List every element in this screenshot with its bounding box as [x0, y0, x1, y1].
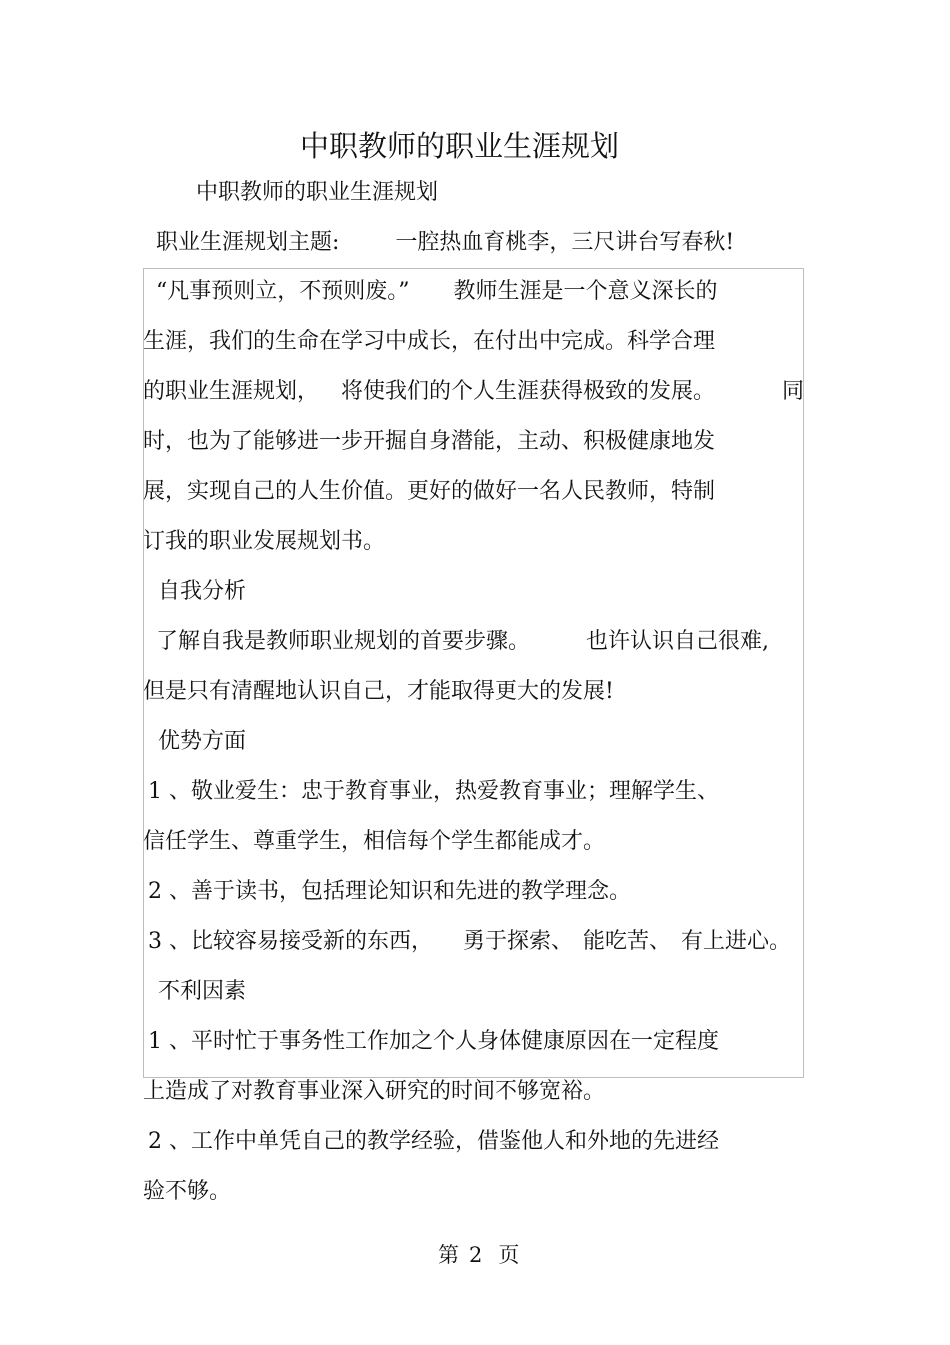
intro-line-3-part-a: 的职业生涯规划， [143, 379, 320, 404]
theme-text: 一腔热血育桃李，三尺讲台写春秋! [395, 230, 735, 255]
strength-item-3-part-c: 能吃苦、 [583, 929, 672, 954]
intro-line-3 [143, 377, 715, 407]
intro-quote: “凡事预则立，不预则废。” [156, 279, 410, 304]
intro-line-4: 时，也为了能够进一步开掘自身潜能，主动、积极健康地发 [143, 429, 716, 454]
subtitle: 中职教师的职业生涯规划 [196, 180, 439, 205]
intro-line-3-part-b: 将使我们的个人生涯获得极致的发展。 [341, 379, 716, 404]
strength-item-1-cont: 信任学生、尊重学生，相信每个学生都能成才。 [143, 829, 606, 854]
page-number: 2 [469, 1243, 483, 1267]
weakness-item-2: 2 、工作中单凭自己的教学经验，借鉴他人和外地的先进经 [148, 1129, 719, 1154]
page-number-footer [438, 1240, 519, 1270]
heading-self-analysis: 自我分析 [158, 579, 247, 604]
self-analysis-line-1 [156, 627, 769, 657]
intro-line-1 [156, 277, 718, 307]
strength-item-1: 1 、敬业爱生：忠于教育事业，热爱教育事业；理解学生、 [148, 779, 719, 804]
page-title: 中职教师的职业生涯规划 [300, 129, 620, 163]
footer-prefix: 第 [438, 1243, 459, 1267]
strength-item-2: 2 、善于读书，包括理论知识和先进的教学理念。 [148, 879, 631, 904]
strength-item-3-part-a: 3 、比较容易接受新的东西， [148, 929, 433, 954]
strength-item-3-part-d: 有上进心。 [681, 929, 792, 954]
footer-suffix: 页 [498, 1243, 520, 1267]
intro-text: 教师生涯是一个意义深长的 [453, 279, 718, 304]
strength-item-3-part-b: 勇于探索、 [463, 929, 574, 954]
self-analysis-line-1-part-a: 了解自我是教师职业规划的首要步骤。 [156, 629, 531, 654]
intro-line-6: 订我的职业发展规划书。 [143, 529, 386, 554]
theme-label: 职业生涯规划主题: [156, 230, 340, 255]
intro-line-3-tail: 同 [782, 379, 805, 404]
weakness-item-1-cont: 上造成了对教育事业深入研究的时间不够宽裕。 [143, 1079, 606, 1104]
heading-strengths: 优势方面 [158, 729, 247, 754]
weakness-item-2-cont: 验不够。 [143, 1179, 232, 1204]
self-analysis-line-1-part-b: 也许认识自己很难, [586, 629, 770, 654]
intro-line-5: 展，实现自己的人生价值。更好的做好一名人民教师，特制 [143, 479, 716, 504]
intro-line-2: 生涯，我们的生命在学习中成长，在付出中完成。科学合理 [143, 329, 716, 354]
strength-item-3 [148, 927, 791, 957]
theme-line [156, 228, 734, 258]
heading-weaknesses: 不利因素 [158, 979, 247, 1004]
self-analysis-line-2: 但是只有清醒地认识自己，才能取得更大的发展! [143, 679, 614, 704]
weakness-item-1: 1 、平时忙于事务性工作加之个人身体健康原因在一定程度 [148, 1029, 719, 1054]
